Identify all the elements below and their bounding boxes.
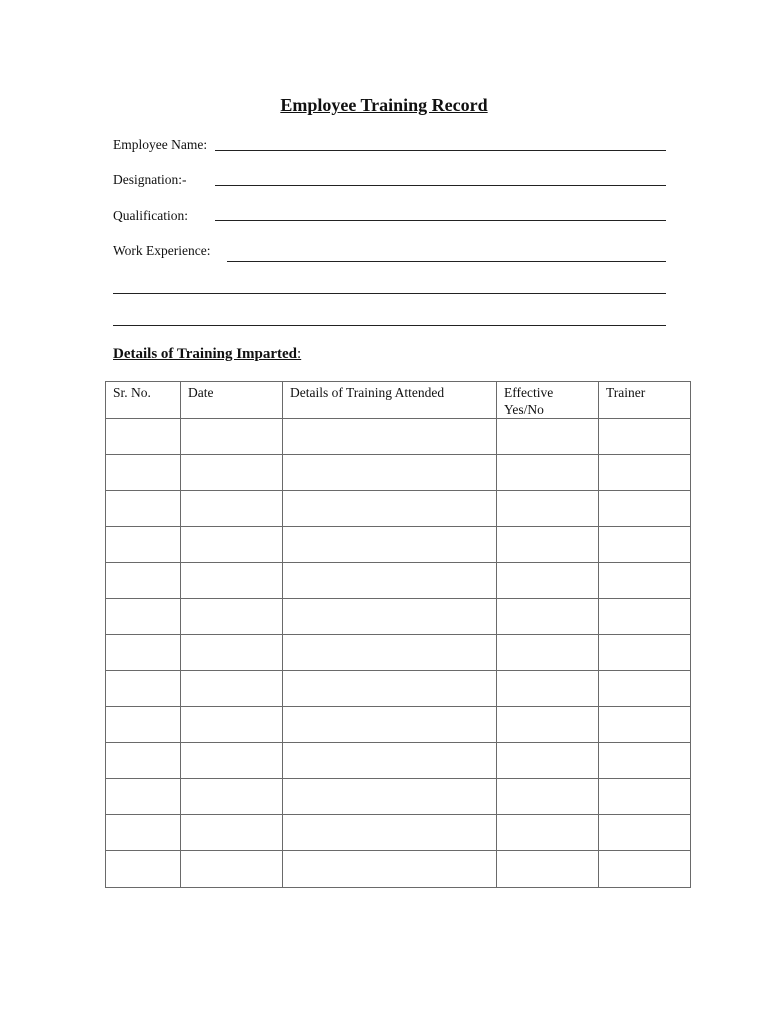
column-header-details: Details of Training Attended bbox=[283, 382, 497, 419]
table-cell-effective[interactable] bbox=[497, 743, 599, 779]
employee-name-field-line[interactable] bbox=[215, 150, 666, 151]
table-cell-effective[interactable] bbox=[497, 671, 599, 707]
table-cell-sr-no[interactable] bbox=[106, 563, 181, 599]
column-header-sr-no: Sr. No. bbox=[106, 382, 181, 419]
table-cell-date[interactable] bbox=[181, 599, 283, 635]
designation-label: Designation:- bbox=[113, 172, 187, 187]
table-cell-trainer[interactable] bbox=[599, 455, 691, 491]
table-cell-sr-no[interactable] bbox=[106, 455, 181, 491]
table-cell-trainer[interactable] bbox=[599, 851, 691, 888]
training-table bbox=[105, 381, 691, 888]
table-cell-effective[interactable] bbox=[497, 491, 599, 527]
table-cell-effective[interactable] bbox=[497, 527, 599, 563]
qualification-label: Qualification: bbox=[113, 208, 188, 223]
table-row bbox=[106, 707, 691, 743]
table-cell-details[interactable] bbox=[283, 743, 497, 779]
column-header-effective-line2: Yes/No bbox=[504, 402, 544, 417]
table-cell-details[interactable] bbox=[283, 779, 497, 815]
employee-name-label: Employee Name: bbox=[113, 137, 208, 152]
table-cell-details[interactable] bbox=[283, 563, 497, 599]
table-cell-details[interactable] bbox=[283, 851, 497, 888]
column-header-effective bbox=[497, 382, 599, 419]
work-experience-field-line[interactable] bbox=[227, 261, 666, 262]
work-experience-label: Work Experience: bbox=[113, 243, 211, 258]
table-cell-date[interactable] bbox=[181, 707, 283, 743]
table-cell-sr-no[interactable] bbox=[106, 707, 181, 743]
table-row bbox=[106, 743, 691, 779]
table-row bbox=[106, 671, 691, 707]
blank-line-2[interactable] bbox=[113, 325, 666, 326]
table-cell-details[interactable] bbox=[283, 707, 497, 743]
table-cell-details[interactable] bbox=[283, 635, 497, 671]
table-cell-date[interactable] bbox=[181, 743, 283, 779]
table-cell-sr-no[interactable] bbox=[106, 635, 181, 671]
table-cell-details[interactable] bbox=[283, 419, 497, 455]
table-cell-details[interactable] bbox=[283, 491, 497, 527]
table-cell-date[interactable] bbox=[181, 635, 283, 671]
column-header-date: Date bbox=[181, 382, 283, 419]
table-cell-effective[interactable] bbox=[497, 599, 599, 635]
table-cell-date[interactable] bbox=[181, 491, 283, 527]
table-cell-sr-no[interactable] bbox=[106, 815, 181, 851]
table-cell-trainer[interactable] bbox=[599, 563, 691, 599]
table-cell-date[interactable] bbox=[181, 527, 283, 563]
document-title: Employee Training Record bbox=[280, 95, 488, 115]
section-heading-colon: : bbox=[297, 346, 302, 362]
table-cell-trainer[interactable] bbox=[599, 527, 691, 563]
table-row bbox=[106, 419, 691, 455]
table-body bbox=[106, 419, 691, 888]
table-cell-trainer[interactable] bbox=[599, 635, 691, 671]
table-row bbox=[106, 851, 691, 888]
section-heading-text: Details of Training Imparted bbox=[113, 346, 298, 362]
table-cell-effective[interactable] bbox=[497, 419, 599, 455]
table-row bbox=[106, 779, 691, 815]
table-cell-date[interactable] bbox=[181, 815, 283, 851]
table-cell-sr-no[interactable] bbox=[106, 599, 181, 635]
column-header-effective-line1: Effective bbox=[504, 385, 554, 400]
table-cell-details[interactable] bbox=[283, 455, 497, 491]
table-cell-details[interactable] bbox=[283, 815, 497, 851]
table-cell-date[interactable] bbox=[181, 671, 283, 707]
table-cell-trainer[interactable] bbox=[599, 707, 691, 743]
table-cell-sr-no[interactable] bbox=[106, 743, 181, 779]
table-cell-effective[interactable] bbox=[497, 779, 599, 815]
table-row bbox=[106, 491, 691, 527]
table-cell-details[interactable] bbox=[283, 671, 497, 707]
table-row bbox=[106, 599, 691, 635]
table-cell-date[interactable] bbox=[181, 419, 283, 455]
table-cell-details[interactable] bbox=[283, 527, 497, 563]
table-cell-trainer[interactable] bbox=[599, 815, 691, 851]
table-cell-details[interactable] bbox=[283, 599, 497, 635]
table-cell-date[interactable] bbox=[181, 851, 283, 888]
table-cell-trainer[interactable] bbox=[599, 419, 691, 455]
table-header-row bbox=[106, 382, 691, 419]
table-cell-trainer[interactable] bbox=[599, 743, 691, 779]
table-row bbox=[106, 527, 691, 563]
section-heading bbox=[113, 345, 301, 363]
column-header-trainer: Trainer bbox=[599, 382, 691, 419]
table-cell-trainer[interactable] bbox=[599, 599, 691, 635]
table-cell-date[interactable] bbox=[181, 563, 283, 599]
table-row bbox=[106, 635, 691, 671]
table-cell-sr-no[interactable] bbox=[106, 779, 181, 815]
table-cell-sr-no[interactable] bbox=[106, 419, 181, 455]
table-row bbox=[106, 563, 691, 599]
table-cell-effective[interactable] bbox=[497, 635, 599, 671]
table-cell-trainer[interactable] bbox=[599, 671, 691, 707]
table-cell-effective[interactable] bbox=[497, 815, 599, 851]
table-cell-effective[interactable] bbox=[497, 455, 599, 491]
blank-line-1[interactable] bbox=[113, 293, 666, 294]
table-cell-date[interactable] bbox=[181, 779, 283, 815]
table-cell-trainer[interactable] bbox=[599, 491, 691, 527]
table-cell-sr-no[interactable] bbox=[106, 851, 181, 888]
table-cell-trainer[interactable] bbox=[599, 779, 691, 815]
table-cell-date[interactable] bbox=[181, 455, 283, 491]
table-cell-sr-no[interactable] bbox=[106, 527, 181, 563]
table-row bbox=[106, 815, 691, 851]
table-cell-effective[interactable] bbox=[497, 563, 599, 599]
table-row bbox=[106, 455, 691, 491]
table-cell-effective[interactable] bbox=[497, 851, 599, 888]
qualification-field-line[interactable] bbox=[215, 220, 666, 221]
table-cell-sr-no[interactable] bbox=[106, 491, 181, 527]
designation-field-line[interactable] bbox=[215, 185, 666, 186]
table-cell-sr-no[interactable] bbox=[106, 671, 181, 707]
table-cell-effective[interactable] bbox=[497, 707, 599, 743]
